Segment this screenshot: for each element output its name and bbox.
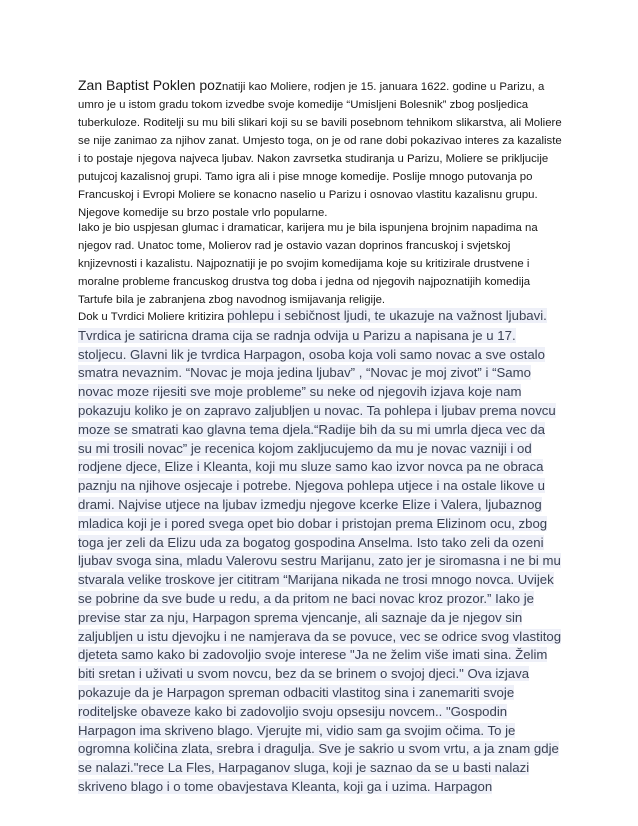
paragraph-body-text: natiji kao Moliere, rodjen je 15. januara 1622. godine u Parizu, a umro je u istom gradu tokom izvedbe svoje komedije “Umisljeni Bolesnik” zbog posljedica tuberkuloze. Roditelji su mu bili slikari koji su se bavili posebnom tehnikom slikarstva, ali Moliere se nije zanimao za njihov zanat. Umjesto toga, on je od rane dobi pokazivao interes za kazaliste i to postaje njegova najveca ljubav. Nakon zavrsetka studiranja u Parizu, Moliere se prikljucije putujcoj kazalisnoj grupi. Tamo igra ali i pise mnoge komedije. Poslije mnogo putovanja po Francuskoj i Evropi Moliere se konacno naselio u Parizu i osnovao vlastitu kazalisnu grupu. Njegove komedije su brzo postale vrlo popularne.: [78, 81, 562, 219]
paragraph-lead-text: Zan Baptist Poklen poz: [78, 77, 222, 93]
paragraph-tvrdica: [78, 307, 562, 797]
paragraph-career: [78, 219, 562, 309]
paragraph-lead-text: Dok u Tvrdici Moliere kritizira: [78, 311, 228, 323]
highlighted-text: pohlepu i sebičnost ljudi, te ukazuje na važnost ljubavi. Tvrdica je satiricna drama cija se radnja odvija u Parizu a napisana je u 17. stoljecu. Glavni lik je tvrdica Harpagon, osoba koja voli samo novac a sve ostalo smatra nevaznim. “Novac je moja jedina ljubav” , “Novac je moj zivot” i “Samo novac moze rijesiti sve moje probleme” su neke od njegovih izjava koje nam pokazuju koliko je on zapravo zaljubljen u novac. Ta pohlepa i ljubav prema novcu moze se smatrati kao glavna tema djela.“Radije bih da su mi umrla djeca vec da su mi trosili novac” je recenica kojom zakljucujemo da mu je novac vazniji i od rodjene djece, Elize i Kleanta, koji mu sluze samo kao izvor novca pa ne obraca paznju na njihove osjecaje i potrebe. Njegova pohlepa utjece i na ostale likove u drami. Najvise utjece na ljubav izmedju njegove kcerke Elize i Valera, ljubaznog mladica koji je i pored svega opet bio dobar i pristojan prema Elizinom ocu, zbog toga jer zeli da Elizu uda za bogatog gospodina Anselma. Isto tako zeli da ozeni ljubav svoga sina, mladu Valerovu sestru Marijanu, zato jer je siromasna i ne bi mu stvarala velike troskove jer cititram “Marijana nikada ne trosi mnogo novca. Uvijek se pobrine da sve bude u redu, a da pritom ne baci novac kroz prozor.” Iako je previse star za nju, Harpagon sprema vjencanje, ali saznaje da je njegov sin zaljubljen u istu djevojku i ne namjerava da se povuce, vec se odrice svog vlastitog djeteta samo kako bi zadovoljio svoje interese "Ja ne želim više imati sina. Želim biti sretan i uživati u svom novcu, bez da se brinem o svojoj djeci." Ova izjava pokazuje da je Harpagon spreman odbaciti vlastitog sina i zanemariti svoje roditeljske obaveze kako bi zadovoljio svoju opsesiju novcem.. "Gospodin Harpagon ima skriveno blago. Vjerujte mi, vidio sam ga svojim očima. To je ogromna količina zlata, srebra i dragulja. Sve je sakrio u svom vrtu, a ja znam gdje se nalazi."rece La Fles, Harpaganov sluga, koji je saznao da se u basti nalazi skriveno blago i o tome obavjestava Kleanta, koji ga i uzima. Harpagon: [78, 308, 562, 794]
paragraph-body-text: Iako je bio uspjesan glumac i dramaticar, karijera mu je bila ispunjena brojnim napadima na njegov rad. Unatoc tome, Molierov rad je ostavio vazan doprinos francuskoj i svjetskoj knjizevnosti i kazalistu. Najpoznatiji je po svojim komedijama koje su kritizirale drustvene i moralne probleme francuskog drustva tog doba i jedna od njegovih najpoznatijih komedija Tartufe bila je zabranjena zbog navodnog ismijavanja religije.: [78, 222, 538, 306]
paragraph-biography: [78, 76, 562, 222]
